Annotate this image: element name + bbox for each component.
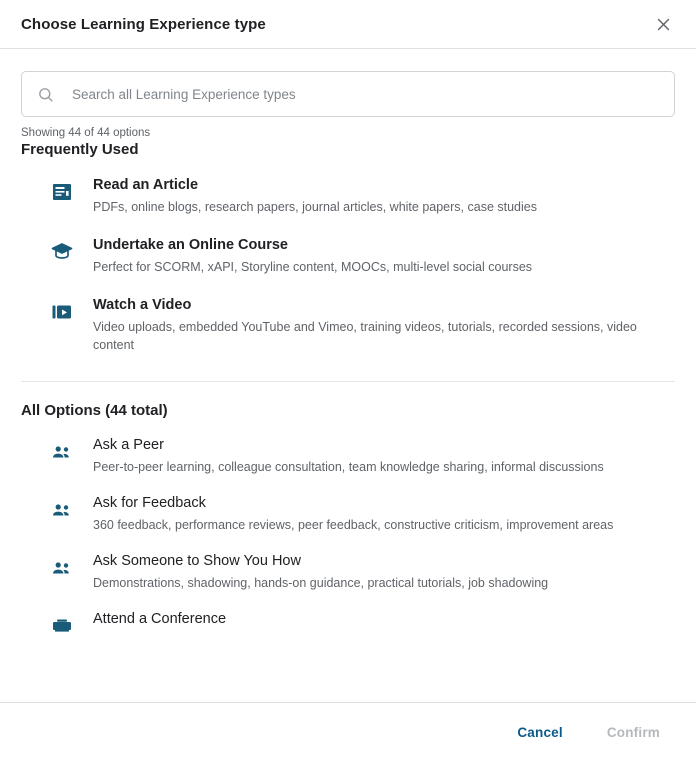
list-item-description: Demonstrations, shadowing, hands-on guidance, practical tutorials, job shadowing: [93, 576, 549, 590]
list-item-description: 360 feedback, performance reviews, peer feedback, constructive criticism, improvement areas: [93, 518, 614, 532]
list-item-text: [93, 610, 675, 632]
page-title: Choose Learning Experience type: [21, 15, 266, 33]
frequently-used-list: [21, 166, 675, 364]
list-item[interactable]: [21, 286, 675, 364]
section-title-all-options: All Options (44 total): [21, 402, 168, 419]
list-item-text: [93, 436, 675, 476]
search-bar[interactable]: [21, 71, 675, 117]
list-item-label: Ask a Peer: [93, 437, 164, 453]
confirm-button: Confirm: [591, 716, 676, 749]
section-divider: [21, 381, 675, 382]
list-item-text: [93, 494, 675, 534]
close-icon[interactable]: [650, 11, 676, 37]
list-item-label: Ask for Feedback: [93, 495, 206, 511]
showing-count: Showing 44 of 44 options: [21, 127, 151, 139]
search-icon: [36, 85, 54, 103]
list-item[interactable]: [21, 485, 675, 543]
list-item[interactable]: [21, 543, 675, 601]
list-item-label: Read an Article: [93, 177, 199, 193]
conference-icon: [47, 610, 77, 638]
section-title-frequently-used: Frequently Used: [21, 141, 139, 158]
list-item-label: Undertake an Online Course: [93, 237, 288, 253]
dialog-footer: [0, 702, 696, 761]
people-icon: [47, 552, 77, 580]
list-item-description: Video uploads, embedded YouTube and Vimeo, training videos, tutorials, recorded sessions, video content: [93, 320, 637, 352]
list-item-description: PDFs, online blogs, research papers, journal articles, white papers, case studies: [93, 200, 537, 214]
article-icon: [47, 176, 77, 204]
list-item-text: [93, 176, 675, 216]
list-item[interactable]: [21, 427, 675, 485]
dialog-body: [0, 49, 696, 702]
video-library-icon: [47, 296, 77, 324]
all-options-list: [21, 427, 675, 647]
list-item-label: Attend a Conference: [93, 611, 227, 627]
list-item-description: Perfect for SCORM, xAPI, Storyline content, MOOCs, multi-level social courses: [93, 260, 533, 274]
list-item-text: [93, 552, 675, 592]
list-item[interactable]: [21, 601, 675, 647]
list-item-description: Peer-to-peer learning, colleague consultation, team knowledge sharing, informal discussions: [93, 460, 604, 474]
dialog-header: [0, 0, 696, 49]
search-input[interactable]: [70, 86, 660, 103]
list-item[interactable]: [21, 226, 675, 286]
graduation-cap-icon: [47, 236, 77, 264]
list-item-text: [93, 236, 675, 276]
list-item[interactable]: [21, 166, 675, 226]
people-icon: [47, 494, 77, 522]
people-icon: [47, 436, 77, 464]
list-item-text: [93, 296, 675, 354]
cancel-button[interactable]: Cancel: [501, 716, 578, 749]
list-item-label: Ask Someone to Show You How: [93, 553, 301, 569]
list-item-label: Watch a Video: [93, 297, 192, 313]
